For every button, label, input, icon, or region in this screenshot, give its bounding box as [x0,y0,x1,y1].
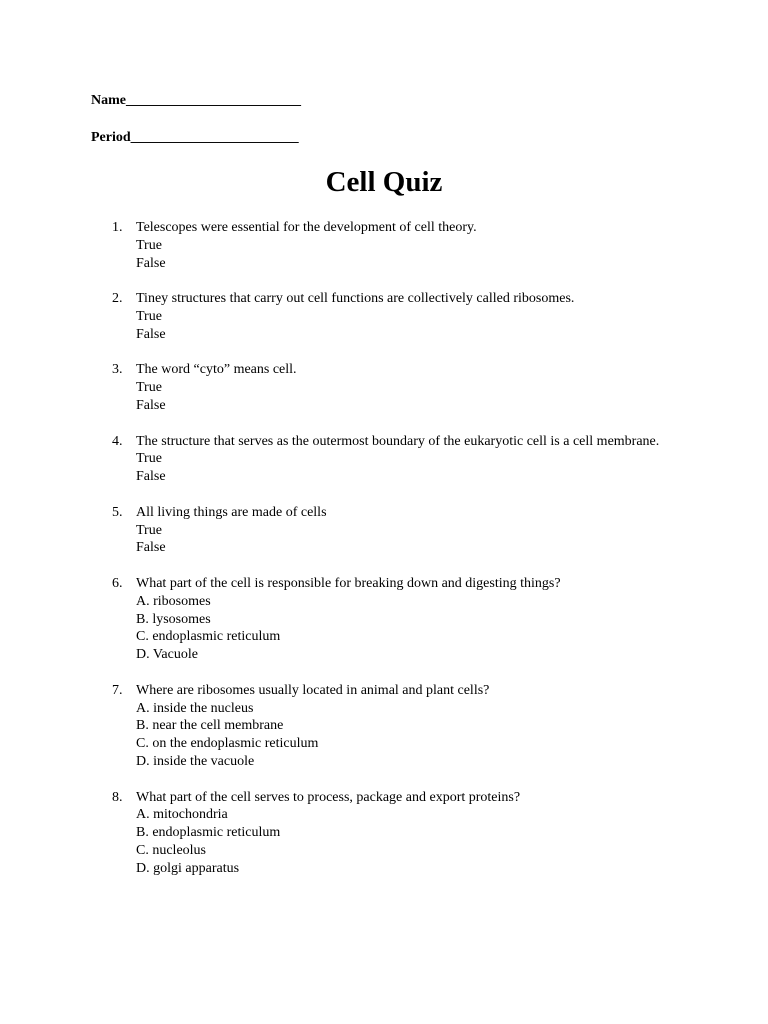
question-list [112,219,672,895]
answer-option: A. mitochondria [136,807,228,823]
answer-option: C. nucleolus [136,842,206,858]
period-field: Period________________________ [91,130,299,145]
question-number: 6. [112,575,123,591]
question-text: The structure that serves as the outermost boundary of the eukaryotic cell is a cell membrane. [136,433,660,449]
question-4 [112,433,672,486]
answer-option: False [136,326,166,342]
answer-option: False [136,540,166,556]
answer-option: True [136,380,162,396]
question-text: Where are ribosomes usually located in animal and plant cells? [136,682,490,698]
question-text: The word “cyto” means cell. [136,362,297,378]
question-2 [112,290,672,343]
answer-option: True [136,237,162,253]
question-3 [112,361,672,414]
answer-option: True [136,451,162,467]
answer-option: A. inside the nucleus [136,700,254,716]
question-number: 1. [112,220,123,235]
question-number: 2. [112,291,123,307]
answer-option: False [136,469,166,485]
question-text: What part of the cell serves to process, package and export proteins? [136,789,521,805]
question-5 [112,504,672,557]
answer-option: B. near the cell membrane [136,718,284,734]
question-8 [112,789,672,878]
answer-option: False [136,255,166,271]
question-text: All living things are made of cells [136,504,327,520]
answer-option: B. endoplasmic reticulum [136,825,281,841]
question-number: 5. [112,504,123,520]
question-number: 8. [112,789,123,805]
answer-option: D. golgi apparatus [136,860,240,876]
page-title: Cell Quiz [325,166,443,198]
answer-option: True [136,308,162,324]
question-6 [112,575,672,664]
name-field: Name_________________________ [91,93,301,108]
answer-option: B. lysosomes [136,611,211,627]
answer-option: True [136,522,162,538]
answer-option: C. on the endoplasmic reticulum [136,736,319,752]
question-number: 7. [112,682,123,698]
question-text: What part of the cell is responsible for breaking down and digesting things? [136,575,561,591]
answer-option: False [136,397,166,413]
answer-option: A. ribosomes [136,593,211,609]
question-7 [112,682,672,771]
question-number: 3. [112,362,123,378]
answer-option: D. inside the vacuole [136,753,255,769]
question-text: Telescopes were essential for the development of cell theory. [136,220,477,235]
question-text: Tiney structures that carry out cell functions are collectively called ribosomes. [136,291,575,307]
answer-option: D. Vacuole [136,647,198,663]
answer-option: C. endoplasmic reticulum [136,629,281,645]
question-1 [112,219,672,272]
question-number: 4. [112,433,123,449]
